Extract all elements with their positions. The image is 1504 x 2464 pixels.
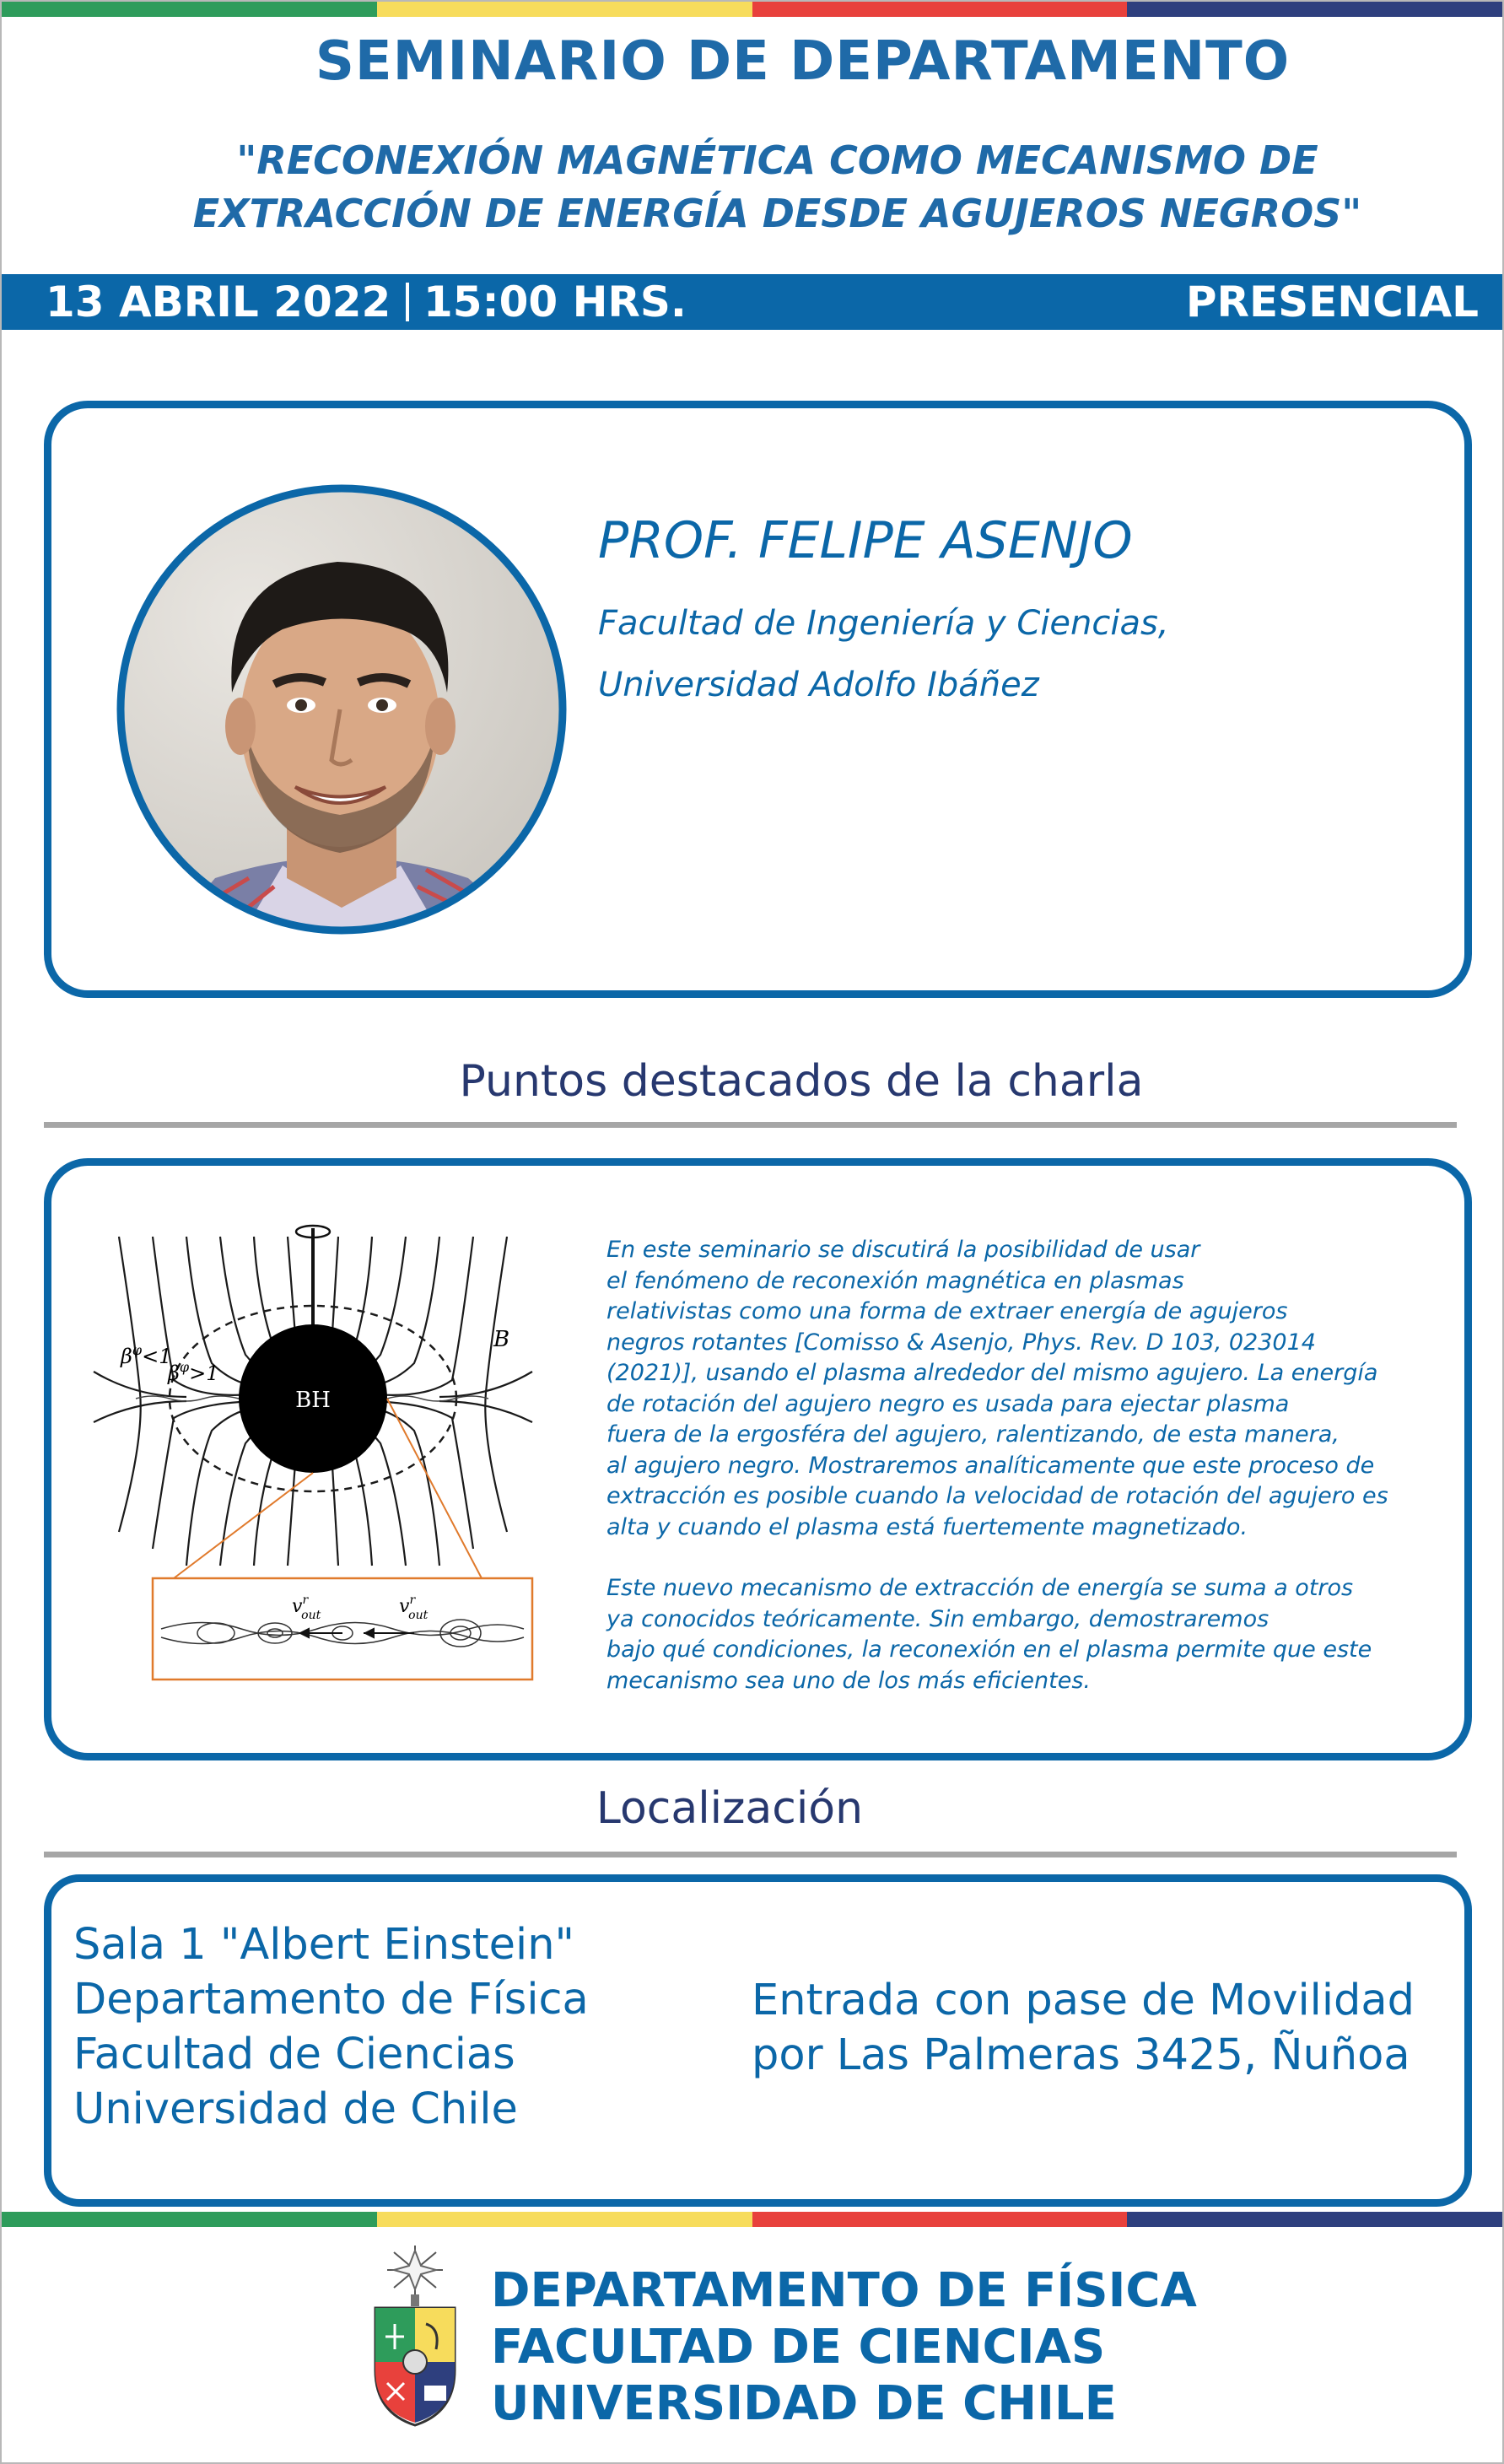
highlights-divider (44, 1122, 1457, 1128)
abstract-line: ya conocidos teóricamente. Sin embargo, demostraremos (606, 1605, 1270, 1632)
address-line: Departamento de Física (73, 1975, 589, 2025)
location-card (44, 1874, 1472, 2207)
footer-department: DEPARTAMENTO DE FÍSICA (491, 2263, 1197, 2318)
highlights-card (44, 1158, 1472, 1760)
abstract-line: relativistas como una forma de extraer energía de agujeros (606, 1298, 1288, 1324)
footer-university: UNIVERSIDAD DE CHILE (491, 2376, 1117, 2431)
date-bar (2, 274, 1502, 330)
stripe-navy (1127, 2212, 1502, 2227)
abstract-line: extracción es posible cuando la velocidad de rotación del agujero es (606, 1483, 1388, 1509)
talk-title-line2: EXTRACCIÓN DE ENERGÍA DESDE AGUJEROS NEGROS" (192, 191, 1362, 236)
highlights-heading: Puntos destacados de la charla (459, 1056, 1144, 1107)
speaker-affiliation-line2: Universidad Adolfo Ibáñez (598, 666, 1039, 704)
abstract-line: mecanismo sea uno de los más eficientes. (606, 1667, 1091, 1694)
b-field-label: B (493, 1327, 510, 1352)
abstract-line: Este nuevo mecanismo de extracción de energía se suma a otros (606, 1575, 1354, 1601)
stripe-green (2, 2, 377, 17)
address-line: Universidad de Chile (73, 2084, 518, 2134)
talk-title-line1: "RECONEXIÓN MAGNÉTICA COMO MECANISMO DE (236, 137, 1318, 183)
stripe-yellow (377, 2, 752, 17)
abstract-line: al agujero negro. Mostraremos analíticamente que este proceso de (606, 1452, 1375, 1479)
address-line: Sala 1 "Albert Einstein" (73, 1920, 574, 1970)
abstract-line: negros rotantes [Comisso & Asenjo, Phys. Rev. D 103, 023014 (606, 1329, 1316, 1356)
zoom-line-left (174, 1473, 313, 1578)
university-crest-logo (369, 2244, 461, 2429)
stripe-yellow (377, 2212, 752, 2227)
speaker-name: PROF. FELIPE ASENJO (598, 511, 1133, 570)
seminar-label: SEMINARIO DE DEPARTAMENTO (315, 30, 1291, 93)
bh-label: BH (295, 1388, 331, 1413)
entry-info (752, 1973, 1415, 2083)
talk-modality: PRESENCIAL (1185, 278, 1479, 326)
speaker-affiliation-line1: Facultad de Ingeniería y Ciencias, (598, 604, 1169, 643)
location-divider (44, 1852, 1457, 1857)
abstract-line: (2021)], usando el plasma alrededor del mismo agujero. La energía (606, 1360, 1378, 1386)
venue-address (73, 1917, 589, 2137)
abstract-line: alta y cuando el plasma está fuertemente magnetizado. (606, 1513, 1248, 1540)
stripe-red (752, 2212, 1128, 2227)
zoom-line-right (387, 1399, 482, 1578)
abstract-line: fuera de la ergosféra del agujero, ralentizando, de esta manera, (606, 1421, 1340, 1448)
abstract-line: el fenómeno de reconexión magnética en plasmas (606, 1267, 1184, 1294)
location-heading: Localización (596, 1783, 864, 1834)
beta-less-label: $\beta^\varphi<1$ (121, 1342, 172, 1368)
speaker-photo (114, 482, 569, 937)
stripe-navy (1127, 2, 1502, 17)
footer-faculty: FACULTAD DE CIENCIAS (491, 2320, 1106, 2375)
abstract-line: bajo qué condiciones, la reconexión en el plasma permite que este (606, 1636, 1372, 1663)
bottom-color-stripe (2, 2212, 1502, 2227)
stripe-green (2, 2212, 377, 2227)
abstract-line: de rotación del agujero negro es usada para ejectar plasma (606, 1390, 1290, 1417)
top-color-stripe (2, 2, 1502, 17)
date-time-separator (406, 283, 409, 321)
v-out-left: $v^r$ out (292, 1593, 321, 1622)
abstract-paragraph-1 (606, 1235, 1450, 1543)
entry-line: por Las Palmeras 3425, Ñuñoa (752, 2030, 1410, 2080)
abstract-line: En este seminario se discutirá la posibilidad de usar (606, 1237, 1200, 1263)
address-line: Facultad de Ciencias (73, 2030, 515, 2079)
black-hole-reconnection-diagram (85, 1220, 574, 1726)
stripe-red (752, 2, 1128, 17)
beta-greater-label: $\beta^\varphi>1$ (168, 1359, 219, 1385)
abstract (606, 1235, 1450, 1727)
abstract-paragraph-2 (606, 1573, 1450, 1696)
entry-line: Entrada con pase de Movilidad (752, 1976, 1415, 2025)
talk-date: 13 ABRIL 2022 (46, 278, 391, 326)
v-out-right: $v^r$ out (399, 1593, 429, 1622)
reconnection-inset (153, 1578, 532, 1680)
speaker-card (44, 401, 1472, 998)
talk-time: 15:00 HRS. (423, 278, 687, 326)
